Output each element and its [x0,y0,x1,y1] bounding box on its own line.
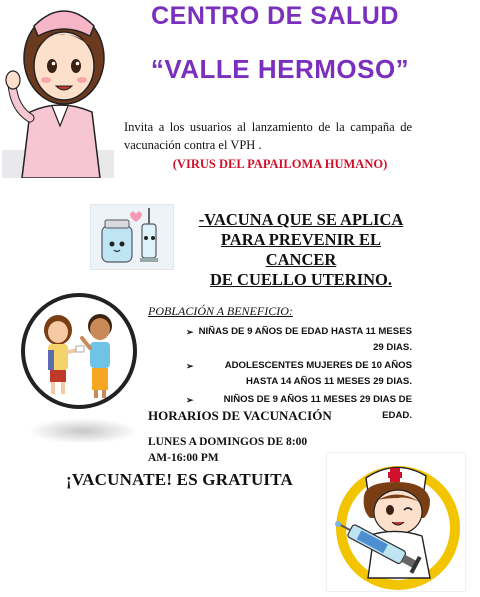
population-item: ➢ NIÑOS DE 9 AÑOS 11 MESES 29 DIAS DE EDAD. [186,394,412,421]
free-vaccine-text: ¡VACUNATE! ES GRATUITA [66,470,294,489]
nurse-illustration-top [0,0,120,178]
schedule-title: HORARIOS DE VACUNACIÓN [148,408,332,423]
schedule-text: LUNES A DOMINGOS DE 8:00 AM-16:00 PM [148,436,308,464]
population-title: POBLACIÓN A BENEFICIO: [148,304,293,318]
vaccine-line-1: -VACUNA QUE SE APLICA [198,210,404,229]
arrow-bullet-icon: ➢ [186,361,194,371]
children-shadow [28,418,138,444]
population-item: ➢ ADOLESCENTES MUJERES DE 10 AÑOS HASTA 14 AÑOS 11 MESES 29 DIAS. [186,360,412,387]
vaccine-description [186,210,416,290]
vaccine-line-2: PARA PREVENIR EL CANCER [220,230,382,269]
vaccine-vial-syringe-illustration [90,204,174,270]
arrow-bullet-icon: ➢ [186,395,194,405]
children-illustration [20,292,138,410]
title-line-2: “VALLE HERMOSO” [150,54,410,84]
title-line-1: CENTRO DE SALUD [151,2,399,30]
population-item: ➢ NIÑAS DE 9 AÑOS DE EDAD HASTA 11 MESES 29 DIAS. [186,326,412,353]
vaccine-line-3: DE CUELLO UTERINO. [210,270,392,289]
arrow-bullet-icon: ➢ [186,327,194,337]
virus-note: (VIRUS DEL PAPAILOMA HUMANO) [172,157,388,171]
nurse-syringe-illustration [326,452,466,592]
intro-text: Invita a los usuarios al lanzamiento de la campaña de vacunación contra el VPH . [124,120,412,152]
